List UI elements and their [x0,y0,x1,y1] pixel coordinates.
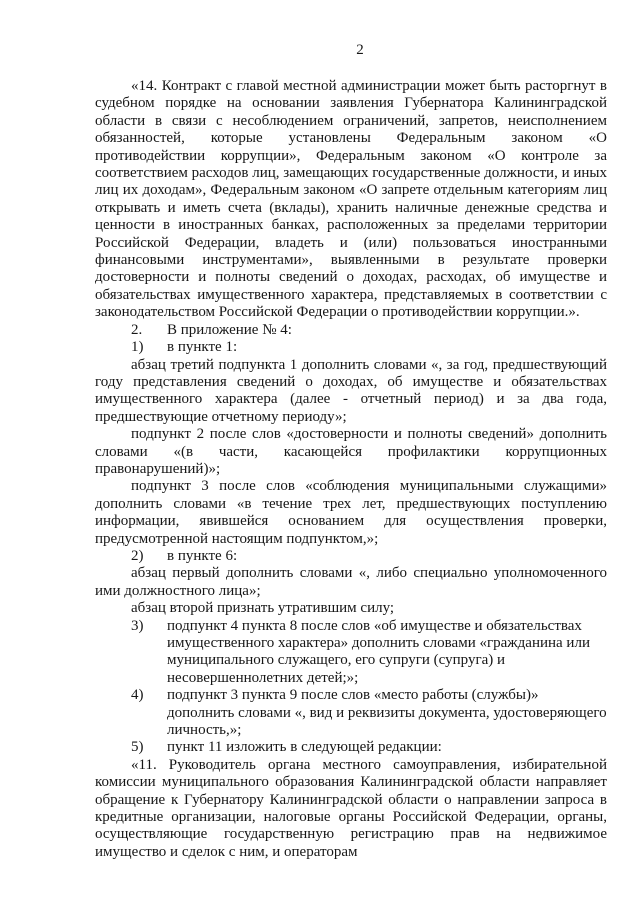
item-text: в пункте 6: [167,547,238,564]
item-point-1 [95,339,607,356]
item-number: 4) [131,687,144,704]
item-text: подпункт 4 пункта 8 после слов «об имуществе и обязательствах имущественного характера» дополнить словами «гражданина или муниципального служащего, его супруги (супруга) и несовершеннолетних детей;»; [167,617,590,686]
paragraph-second-abzac: абзац второй признать утратившим силу; [131,600,395,617]
item-appendix-4 [95,322,607,339]
paragraph-first-abzac: абзац первый дополнить словами «, либо специально уполномоченного ими должностного лица»; [95,565,607,599]
paragraph-subpoint-3: подпункт 3 после слов «соблюдения муниципальными служащими» дополнить словами «в течение трех лет, предшествующих поступлению информации, явившейся основанием для осуществления проверки, предусмотренной настоящим подпунктом,»; [95,478,607,547]
page-number: 2 [356,42,364,58]
item-number: 2. [131,321,143,338]
item-text: В приложение № 4: [167,321,292,338]
item-number: 1) [131,339,144,356]
item-text: пункт 11 изложить в следующей редакции: [167,739,442,756]
item-point-6 [95,548,607,565]
item-number: 2) [131,547,144,564]
item-point-11 [95,739,607,756]
paragraph-subpoint-2: подпункт 2 после слов «достоверности и полноты сведений» дополнить словами «(в части, касающейся профилактики коррупционных правонарушений)»; [95,426,607,477]
item-text: в пункте 1: [167,339,238,356]
document-body [95,78,607,861]
item-number: 3) [131,617,144,634]
paragraph-point-11-text: «11. Руководитель органа местного самоуправления, избирательной комиссии муниципального образования Калининградской области направляет обращение к Губернатору Калининградской области о направлении запроса в кредитные организации, налоговые органы Российской Федерации, органы, осуществляющие государственную регистрацию прав на недвижимое имущество и сделок с ним, и операторам [95,756,607,860]
item-point-8 [95,618,607,688]
item-number: 5) [131,739,144,756]
item-text: подпункт 3 пункта 9 после слов «место работы (службы)» дополнить словами «, вид и реквизиты документа, удостоверяющего личность,»; [167,687,607,739]
item-point-9 [95,687,607,739]
paragraph-contract-termination: «14. Контракт с главой местной администрации может быть расторгнут в судебном порядке на основании заявления Губернатора Калининградской области в связи с несоблюдением ограничений, запретов, неисполнением обязанностей, которые установлены Федеральным законом «О противодействии коррупции», Федеральным законом «О контроле за соответствием расходов лиц, замещающих государственные должности, и иных лиц их доходам», Федеральным законом «О запрете отдельным категориям лиц открывать и иметь счета (вклады), хранить наличные денежные средства и ценности в иностранных банках, расположенных за пределами территории Российской Федерации, владеть и (или) пользоваться иностранными финансовыми инструментами», выявленными в результате проверки достоверности и полноты сведений о доходах, расходах, об имуществе и обязательствах имущественного характера, представляемых в соответствии с законодательством Российской Федерации о противодействии коррупции.». [95,78,607,321]
paragraph-subpoint-1: абзац третий подпункта 1 дополнить словами «, за год, предшествующий году представления сведений о доходах, об имуществе и обязательствах имущественного характера (далее - отчетный период) и за два года, предшествующие отчетному периоду»; [95,356,607,425]
